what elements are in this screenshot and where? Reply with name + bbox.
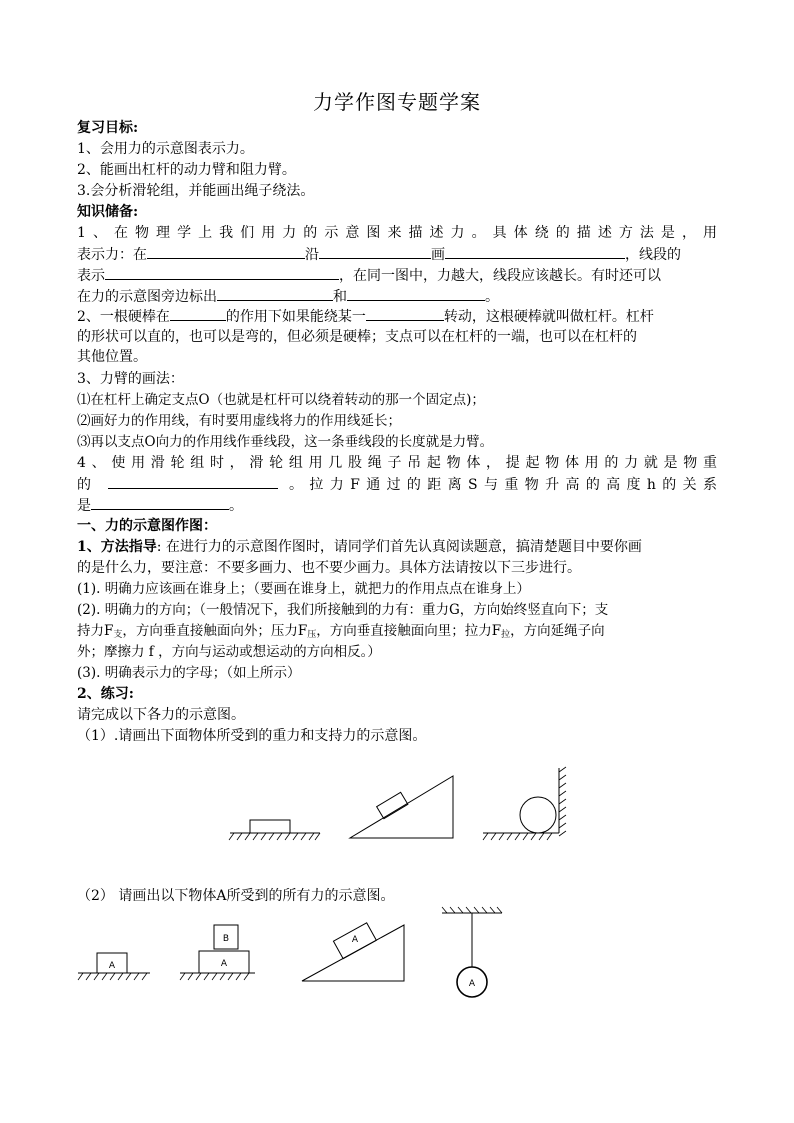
knowledge-p2-line3: 其他位置。 (77, 349, 147, 365)
figure-block-on-incline (350, 776, 453, 838)
review-heading: 复习目标: (77, 120, 139, 136)
step2-line2: 持力$F_支$，方向垂直接触面向外；压力$F_压$，方向垂直接触面向里；拉力$F_拉$，方向延绳子向 (77, 623, 605, 640)
question-1: （1）.请画出下面物体所受到的重力和支持力的示意图。 (77, 728, 427, 744)
figures-row-2 (75, 905, 515, 1000)
knowledge-p1-line3: 表示 ，在同一图中，力越大，线段应该越长。有时还可以 (77, 265, 717, 287)
figure-ball-at-wall (483, 767, 566, 840)
label-a-2: A (220, 959, 228, 969)
label-a-4: A (468, 979, 476, 989)
figure-block-a-on-incline (302, 923, 404, 981)
step3: (3). 明确表示力的字母；（如上所示） (77, 665, 301, 681)
knowledge-p3-heading: 3、力臂的画法： (77, 371, 184, 387)
figure-block-on-ground (229, 820, 320, 840)
method-line2: 的是什么力，要注意：不要多画力、也不要少画力。具体方法请按以下三步进行。 (77, 560, 581, 576)
knowledge-p3-step3: ⑶再以支点O向力的作用线作垂线段，这一条垂线段的长度就是力臂。 (77, 434, 494, 450)
knowledge-p1-line1: 1、在物理学上我们用力的示意图来描述力。具体绕的描述方法是，用 (77, 225, 717, 241)
practice-heading: 2、练习: (77, 686, 134, 702)
knowledge-p3-step2: ⑵画好力的作用线，有时要用虚线将力的作用线延长； (77, 413, 401, 429)
knowledge-heading: 知识储备: (77, 204, 139, 220)
label-a-3: A (351, 935, 359, 945)
review-item-3: 3.会分析滑轮组，并能画出绳子绕法。 (77, 183, 315, 199)
method-line1: 1、方法指导: 在进行力的示意图作图时，请同学们首先认真阅读题意，搞清楚题目中要你画 (77, 539, 642, 555)
knowledge-p4-line2: 的 。拉力F通过的距离S与重物升高的高度h的关系 (77, 474, 717, 496)
knowledge-p1-line2: 表示力：在 沿 画 ，线段的 (77, 244, 717, 266)
question-2: （2） 请画出以下物体A所受到的所有力的示意图。 (77, 888, 395, 904)
step2-line1: (2). 明确力的方向；（一般情况下，我们所接触到的力有：重力G，方向始终竖直向下；支 (77, 602, 609, 618)
review-item-1: 1、会用力的示意图表示力。 (77, 141, 254, 157)
knowledge-p3-step1: ⑴在杠杆上确定支点O（也就是杠杆可以绕着转动的那一个固定点)； (77, 392, 485, 408)
knowledge-p2-line2: 的形状可以直的，也可以是弯的，但必须是硬棒；支点可以在杠杆的一端，也可以在杠杆的 (77, 329, 637, 345)
figure-stacked-blocks (180, 925, 255, 980)
label-a-1: A (108, 961, 116, 971)
label-b: B (222, 934, 230, 944)
knowledge-p4-line1: 4、使用滑轮组时，滑轮组用几股绳子吊起物体，提起物体用的力就是物重 (77, 455, 717, 471)
step1: (1). 明确力应该画在谁身上；（要画在谁身上，就把力的作用点点在谁身上） (77, 581, 530, 597)
knowledge-p4-line3: 是 。 (77, 495, 717, 517)
practice-intro: 请完成以下各力的示意图。 (77, 707, 245, 723)
knowledge-p1-line4: 在力的示意图旁边标出 和 。 (77, 286, 717, 308)
step2-line3: 外；摩擦力 f ，方向与运动或想运动的方向相反。） (77, 644, 381, 660)
figures-row-1 (225, 760, 575, 855)
review-item-2: 2、能画出杠杆的动力臂和阻力臂。 (77, 162, 296, 178)
knowledge-p2-line1: 2、一根硬棒在 的作用下如果能绕某一 转动，这根硬棒就叫做杠杆。杠杆 (77, 306, 717, 328)
section1-heading: 一、力的示意图作图： (77, 518, 217, 534)
page-title: 力学作图专题学案 (313, 90, 481, 114)
